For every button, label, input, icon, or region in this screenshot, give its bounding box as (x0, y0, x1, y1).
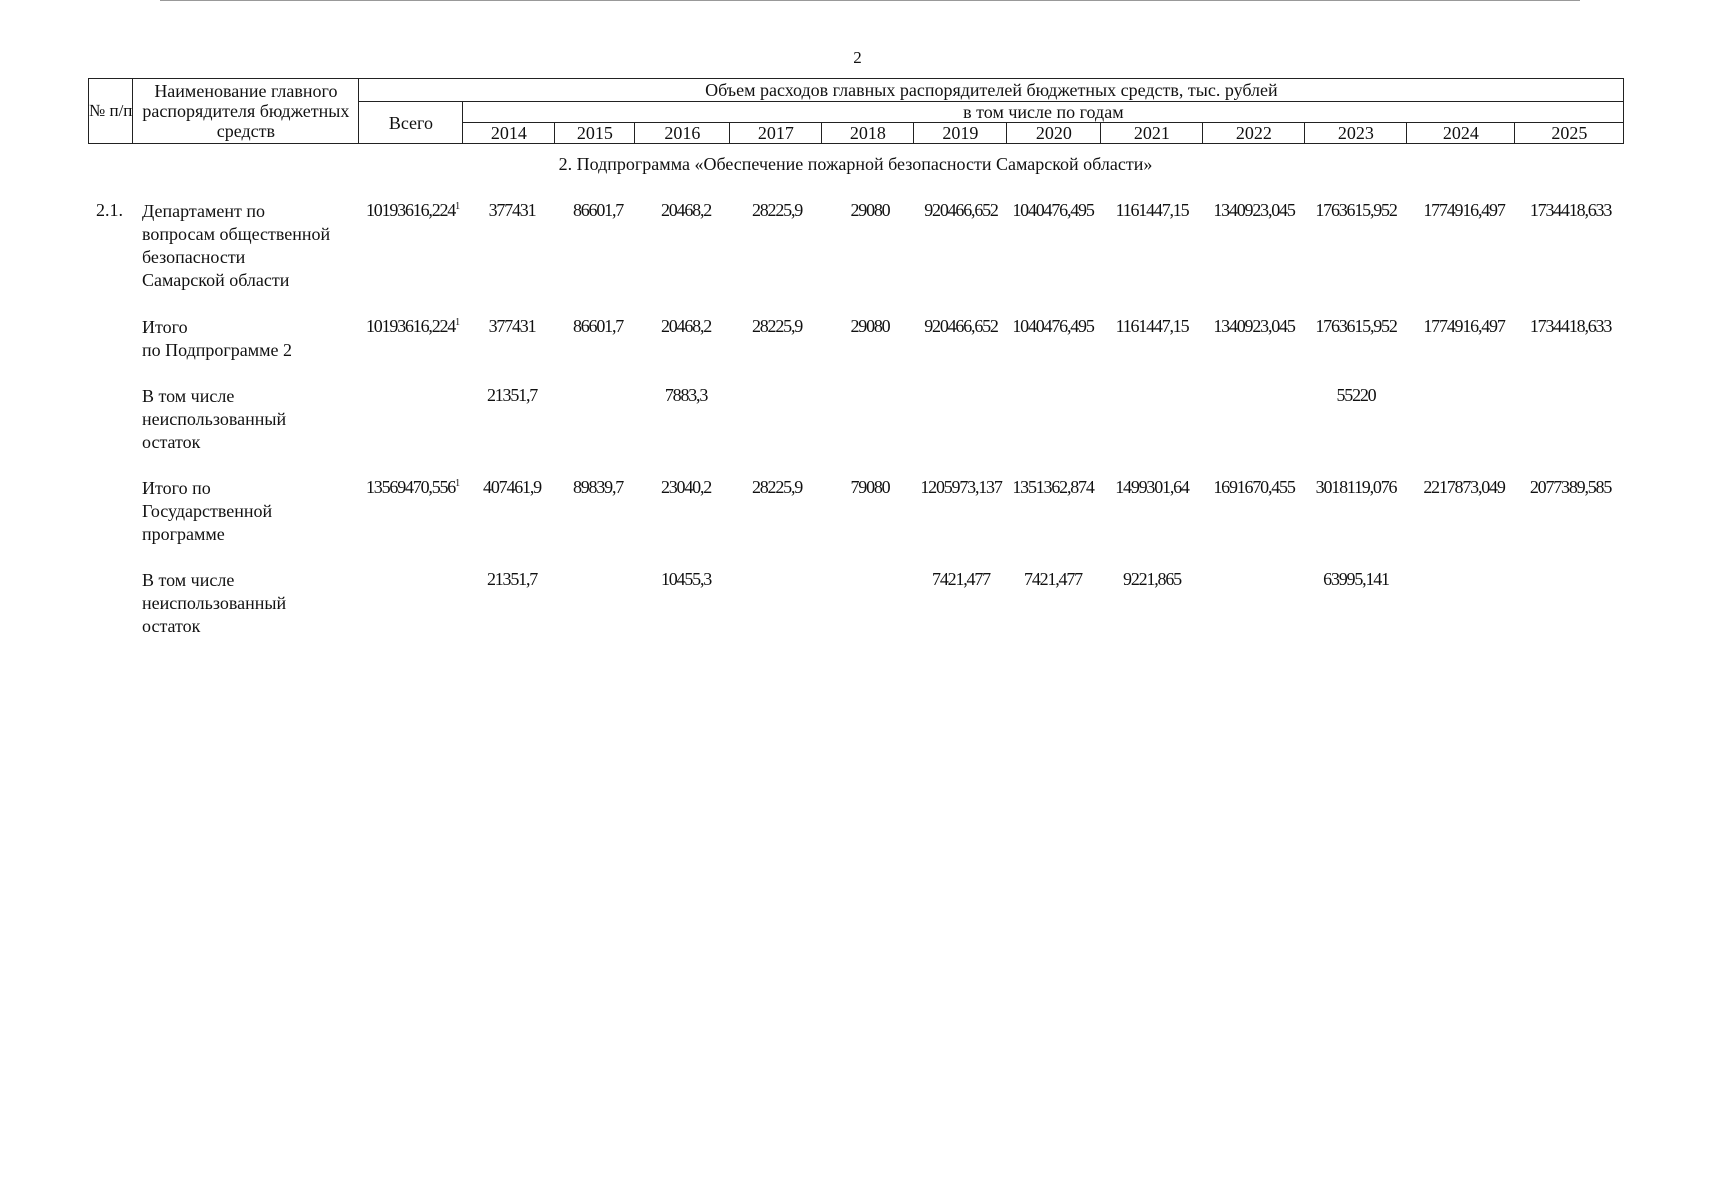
row-year-value: 377431 (488, 316, 536, 336)
row-total: 13569470,556$^1$ (366, 477, 461, 497)
row-year-value: 7421,477 (932, 569, 990, 589)
row-label-line: остаток (142, 432, 201, 452)
row-year-value: 920466,652 (924, 200, 998, 220)
row-year-value: 3018119,076 (1315, 477, 1397, 497)
row-number: 2.1. (96, 200, 123, 220)
row-label-line: Департамент по (142, 201, 265, 221)
header-year: 2015 (555, 123, 635, 144)
footnote-mark: 1 (455, 201, 461, 212)
row-year-value: 23040,2 (660, 477, 712, 497)
row-year-value: 1734418,633 (1529, 316, 1612, 336)
row-year-value: 28225,9 (751, 477, 803, 497)
row-year-value: 21351,7 (486, 569, 538, 589)
row-year-value: 920466,652 (924, 316, 998, 336)
row-year-value: 1763615,952 (1315, 200, 1397, 220)
row-year-value: 20468,2 (660, 316, 712, 336)
row-year-value: 1040476,495 (1012, 200, 1094, 220)
row-label-line: Государственной (142, 501, 273, 521)
row-year-value: 377431 (488, 200, 536, 220)
header-year: 2017 (730, 123, 822, 144)
row-year-value: 86601,7 (572, 200, 624, 220)
row-label (142, 385, 367, 454)
row-total: 10193616,224$^1$ (366, 200, 461, 220)
footnote-mark: 1 (455, 317, 461, 328)
row-year-value: 1040476,495 (1012, 316, 1094, 336)
row-label-line: вопросам общественной (142, 224, 331, 244)
top-rule (160, 0, 1580, 1)
header-col-by-years: в том числе по годам (463, 102, 1624, 123)
page-number: 2 (853, 48, 862, 67)
header-col-number: № п/п (89, 79, 133, 144)
row-year-value: 1161447,15 (1115, 316, 1189, 336)
row-label (142, 200, 367, 292)
row-year-value: 1499301,64 (1115, 477, 1189, 497)
row-year-value: 1340923,045 (1213, 316, 1295, 336)
row-year-value: 1161447,15 (1115, 200, 1189, 220)
header-table (88, 78, 1624, 144)
row-year-value: 1734418,633 (1529, 200, 1612, 220)
row-year-value: 1763615,952 (1315, 316, 1397, 336)
row-year-value: 1351362,874 (1012, 477, 1094, 497)
row-label-line: по Подпрограмме 2 (142, 340, 293, 360)
header-col-volume: Объем расходов главных распорядителей бюджетных средств, тыс. рублей (359, 79, 1624, 102)
header-year: 2020 (1007, 123, 1101, 144)
row-year-value: 2217873,049 (1423, 477, 1505, 497)
row-year-value: 86601,7 (572, 316, 624, 336)
row-year-value: 55220 (1336, 385, 1376, 405)
row-label-line: В том числе (142, 386, 235, 406)
row-year-value: 1691670,455 (1213, 477, 1295, 497)
row-year-value: 9221,865 (1123, 569, 1181, 589)
header-year: 2014 (463, 123, 555, 144)
row-year-value: 79080 (850, 477, 890, 497)
row-label-line: Итого (142, 317, 188, 337)
row-year-value: 407461,9 (483, 477, 541, 497)
row-label-line: Итого по (142, 478, 211, 498)
row-label-line: остаток (142, 616, 201, 636)
header-col-total: Всего (359, 102, 463, 144)
row-year-value: 89839,7 (572, 477, 624, 497)
row-label-line: В том числе (142, 570, 235, 590)
row-label-line: неиспользованный (142, 409, 287, 429)
row-total: 10193616,224$^1$ (366, 316, 461, 336)
subprogram-title: 2. Подпрограмма «Обеспечение пожарной безопасности Самарской области» (558, 154, 1153, 174)
header-year: 2023 (1305, 123, 1407, 144)
row-year-value: 1774916,497 (1423, 200, 1505, 220)
header-year: 2021 (1101, 123, 1203, 144)
row-year-value: 2077389,585 (1529, 477, 1612, 497)
row-label-line: программе (142, 524, 225, 544)
header-col-name: Наименование главного распорядителя бюджетных средств (133, 79, 359, 144)
row-label (142, 316, 367, 362)
row-year-value: 29080 (850, 316, 890, 336)
row-label (142, 569, 367, 638)
row-label (142, 477, 367, 546)
header-year: 2022 (1203, 123, 1305, 144)
row-year-value: 10455,3 (660, 569, 712, 589)
row-label-line: безопасности (142, 247, 246, 267)
row-year-value: 7883,3 (664, 385, 708, 405)
row-year-value: 28225,9 (751, 200, 803, 220)
row-year-value: 7421,477 (1024, 569, 1082, 589)
row-label-line: неиспользованный (142, 593, 287, 613)
header-year: 2025 (1515, 123, 1624, 144)
header-year: 2024 (1407, 123, 1515, 144)
footnote-mark: 1 (455, 478, 461, 489)
row-year-value: 28225,9 (751, 316, 803, 336)
row-year-value: 21351,7 (486, 385, 538, 405)
row-year-value: 1340923,045 (1213, 200, 1295, 220)
row-year-value: 1205973,137 (920, 477, 1002, 497)
row-year-value: 63995,141 (1323, 569, 1389, 589)
header-year: 2019 (914, 123, 1007, 144)
row-year-value: 20468,2 (660, 200, 712, 220)
row-year-value: 29080 (850, 200, 890, 220)
row-label-line: Самарской области (142, 270, 290, 290)
row-year-value: 1774916,497 (1423, 316, 1505, 336)
header-year: 2018 (822, 123, 914, 144)
header-year: 2016 (635, 123, 730, 144)
